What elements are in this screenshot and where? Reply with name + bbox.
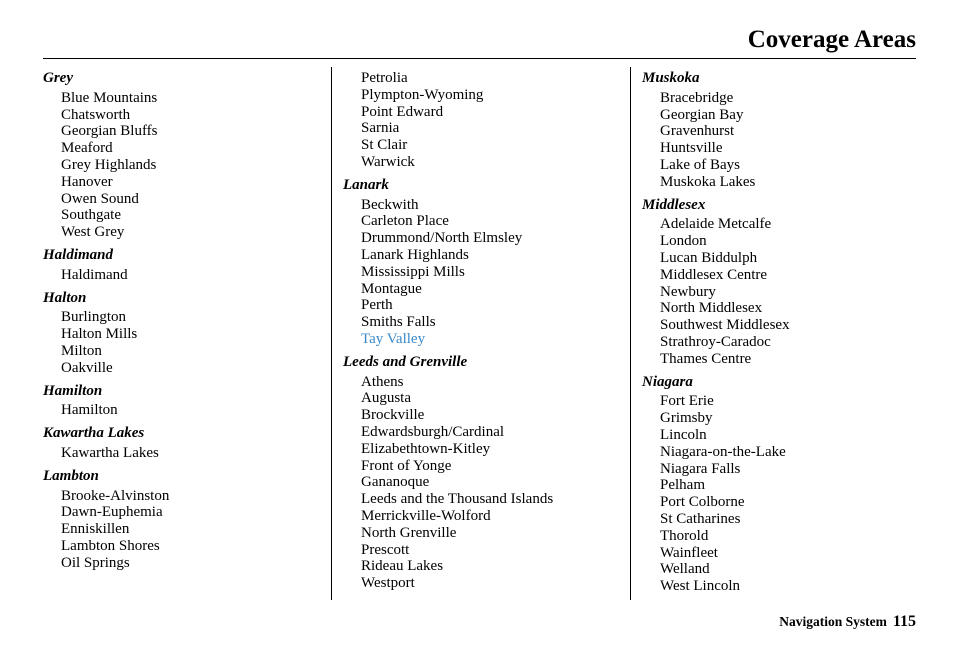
page-title: Coverage Areas: [747, 26, 916, 53]
list-item: Gananoque: [361, 474, 430, 491]
list-item: North Grenville: [361, 524, 457, 541]
list-item: Hamilton: [61, 402, 118, 419]
column-2: [343, 70, 623, 592]
region-heading: Halton: [43, 289, 87, 306]
list-item: West Lincoln: [660, 578, 741, 595]
list-item: Front of Yonge: [361, 457, 452, 474]
list-item: Lake of Bays: [660, 156, 740, 173]
title-rule: [43, 58, 916, 59]
list-item: Port Colborne: [660, 494, 745, 511]
list-item: Muskoka Lakes: [660, 173, 756, 190]
list-item: London: [660, 233, 707, 250]
list-item: Newbury: [660, 283, 716, 300]
list-item: Merrickville-Wolford: [361, 507, 491, 524]
list-item: Prescott: [361, 541, 410, 558]
column-1: [43, 70, 323, 572]
list-item: Welland: [660, 561, 710, 578]
list-item: Thorold: [660, 527, 709, 544]
region-items: [343, 374, 623, 592]
region-items: [43, 90, 323, 241]
list-item: Drummond/North Elmsley: [361, 230, 523, 247]
list-item: North Middlesex: [660, 300, 763, 317]
list-item: Edwardsburgh/Cardinal: [361, 423, 505, 440]
column-divider-2: [630, 67, 631, 600]
list-item: Milton: [61, 342, 102, 359]
list-item: Strathroy-Caradoc: [660, 333, 771, 350]
page-footer: [779, 614, 916, 630]
list-item: Meaford: [61, 140, 113, 157]
list-item: Leeds and the Thousand Islands: [361, 491, 554, 508]
region-items: [642, 216, 922, 367]
list-item: Niagara Falls: [660, 460, 741, 477]
region-items: [642, 90, 922, 191]
list-item: Haldimand: [61, 266, 128, 283]
list-item: Plympton-Wyoming: [361, 86, 484, 103]
region-heading: Hamilton: [43, 382, 103, 399]
list-item: Petrolia: [361, 70, 408, 86]
region-heading: Leeds and Grenville: [343, 353, 468, 370]
list-item: Chatsworth: [61, 106, 131, 123]
list-item: Dawn-Euphemia: [61, 504, 163, 521]
region-heading: Haldimand: [43, 246, 114, 263]
list-item: Thames Centre: [660, 350, 752, 367]
list-item: Blue Mountains: [61, 89, 158, 106]
list-item: Georgian Bluffs: [61, 123, 158, 140]
region-items: [43, 488, 323, 572]
region-heading: Niagara: [642, 373, 693, 390]
list-item: Augusta: [361, 390, 411, 407]
list-item: West Grey: [61, 224, 125, 241]
continued-list: [343, 70, 623, 171]
region-items: [642, 393, 922, 595]
page-number: 115: [892, 613, 916, 630]
list-item: Hanover: [61, 173, 113, 190]
list-item: Burlington: [61, 309, 127, 326]
list-item: Adelaide Metcalfe: [660, 216, 772, 233]
list-item: Bracebridge: [660, 89, 734, 106]
region-heading: Middlesex: [642, 196, 706, 213]
list-item: Huntsville: [660, 140, 723, 157]
list-item: St Catharines: [660, 510, 741, 527]
list-item: Brooke-Alvinston: [61, 487, 170, 504]
region-items: [43, 309, 323, 376]
column-divider-1: [331, 67, 332, 600]
list-item: Fort Erie: [660, 393, 714, 410]
list-item: Southwest Middlesex: [660, 317, 790, 334]
list-item: Tay Valley: [361, 330, 426, 347]
list-item: Beckwith: [361, 196, 419, 213]
list-item: Point Edward: [361, 103, 444, 120]
list-item: Lambton Shores: [61, 537, 160, 554]
list-item: Westport: [361, 575, 415, 592]
list-item: Enniskillen: [61, 521, 130, 538]
list-item: Lucan Biddulph: [660, 249, 758, 266]
footer-section-label: Navigation System: [779, 614, 887, 629]
region-heading: Muskoka: [642, 70, 700, 86]
list-item: Grimsby: [660, 410, 713, 427]
list-item: Rideau Lakes: [361, 558, 444, 575]
list-item: Oakville: [61, 359, 113, 376]
list-item: St Clair: [361, 137, 408, 154]
list-item: Wainfleet: [660, 544, 718, 561]
region-heading: Lanark: [343, 176, 389, 193]
list-item: Georgian Bay: [660, 106, 744, 123]
list-item: Athens: [361, 373, 404, 390]
column-3: [642, 70, 922, 595]
list-item: Warwick: [361, 153, 415, 170]
list-item: Middlesex Centre: [660, 266, 768, 283]
list-item: Carleton Place: [361, 213, 449, 230]
list-item: Halton Mills: [61, 326, 138, 343]
list-item: Southgate: [61, 207, 121, 224]
region-items: [343, 197, 623, 348]
region-heading: Lambton: [43, 467, 99, 484]
list-item: Lanark Highlands: [361, 246, 469, 263]
list-item: Sarnia: [361, 120, 400, 137]
region-items: [43, 402, 323, 419]
list-item: Kawartha Lakes: [61, 444, 159, 461]
list-item: Oil Springs: [61, 554, 130, 571]
list-item: Grey Highlands: [61, 156, 157, 173]
list-item: Brockville: [361, 407, 425, 424]
list-item: Montague: [361, 280, 422, 297]
region-heading: Grey: [43, 70, 73, 86]
list-item: Perth: [361, 297, 393, 314]
list-item: Gravenhurst: [660, 123, 735, 140]
list-item: Owen Sound: [61, 190, 139, 207]
list-item: Elizabethtown-Kitley: [361, 440, 491, 457]
region-heading: Kawartha Lakes: [43, 425, 145, 442]
region-items: [43, 445, 323, 462]
list-item: Pelham: [660, 477, 705, 494]
list-item: Niagara-on-the-Lake: [660, 443, 786, 460]
region-items: [43, 267, 323, 284]
list-item: Smiths Falls: [361, 314, 436, 331]
list-item: Lincoln: [660, 426, 707, 443]
list-item: Mississippi Mills: [361, 263, 465, 280]
